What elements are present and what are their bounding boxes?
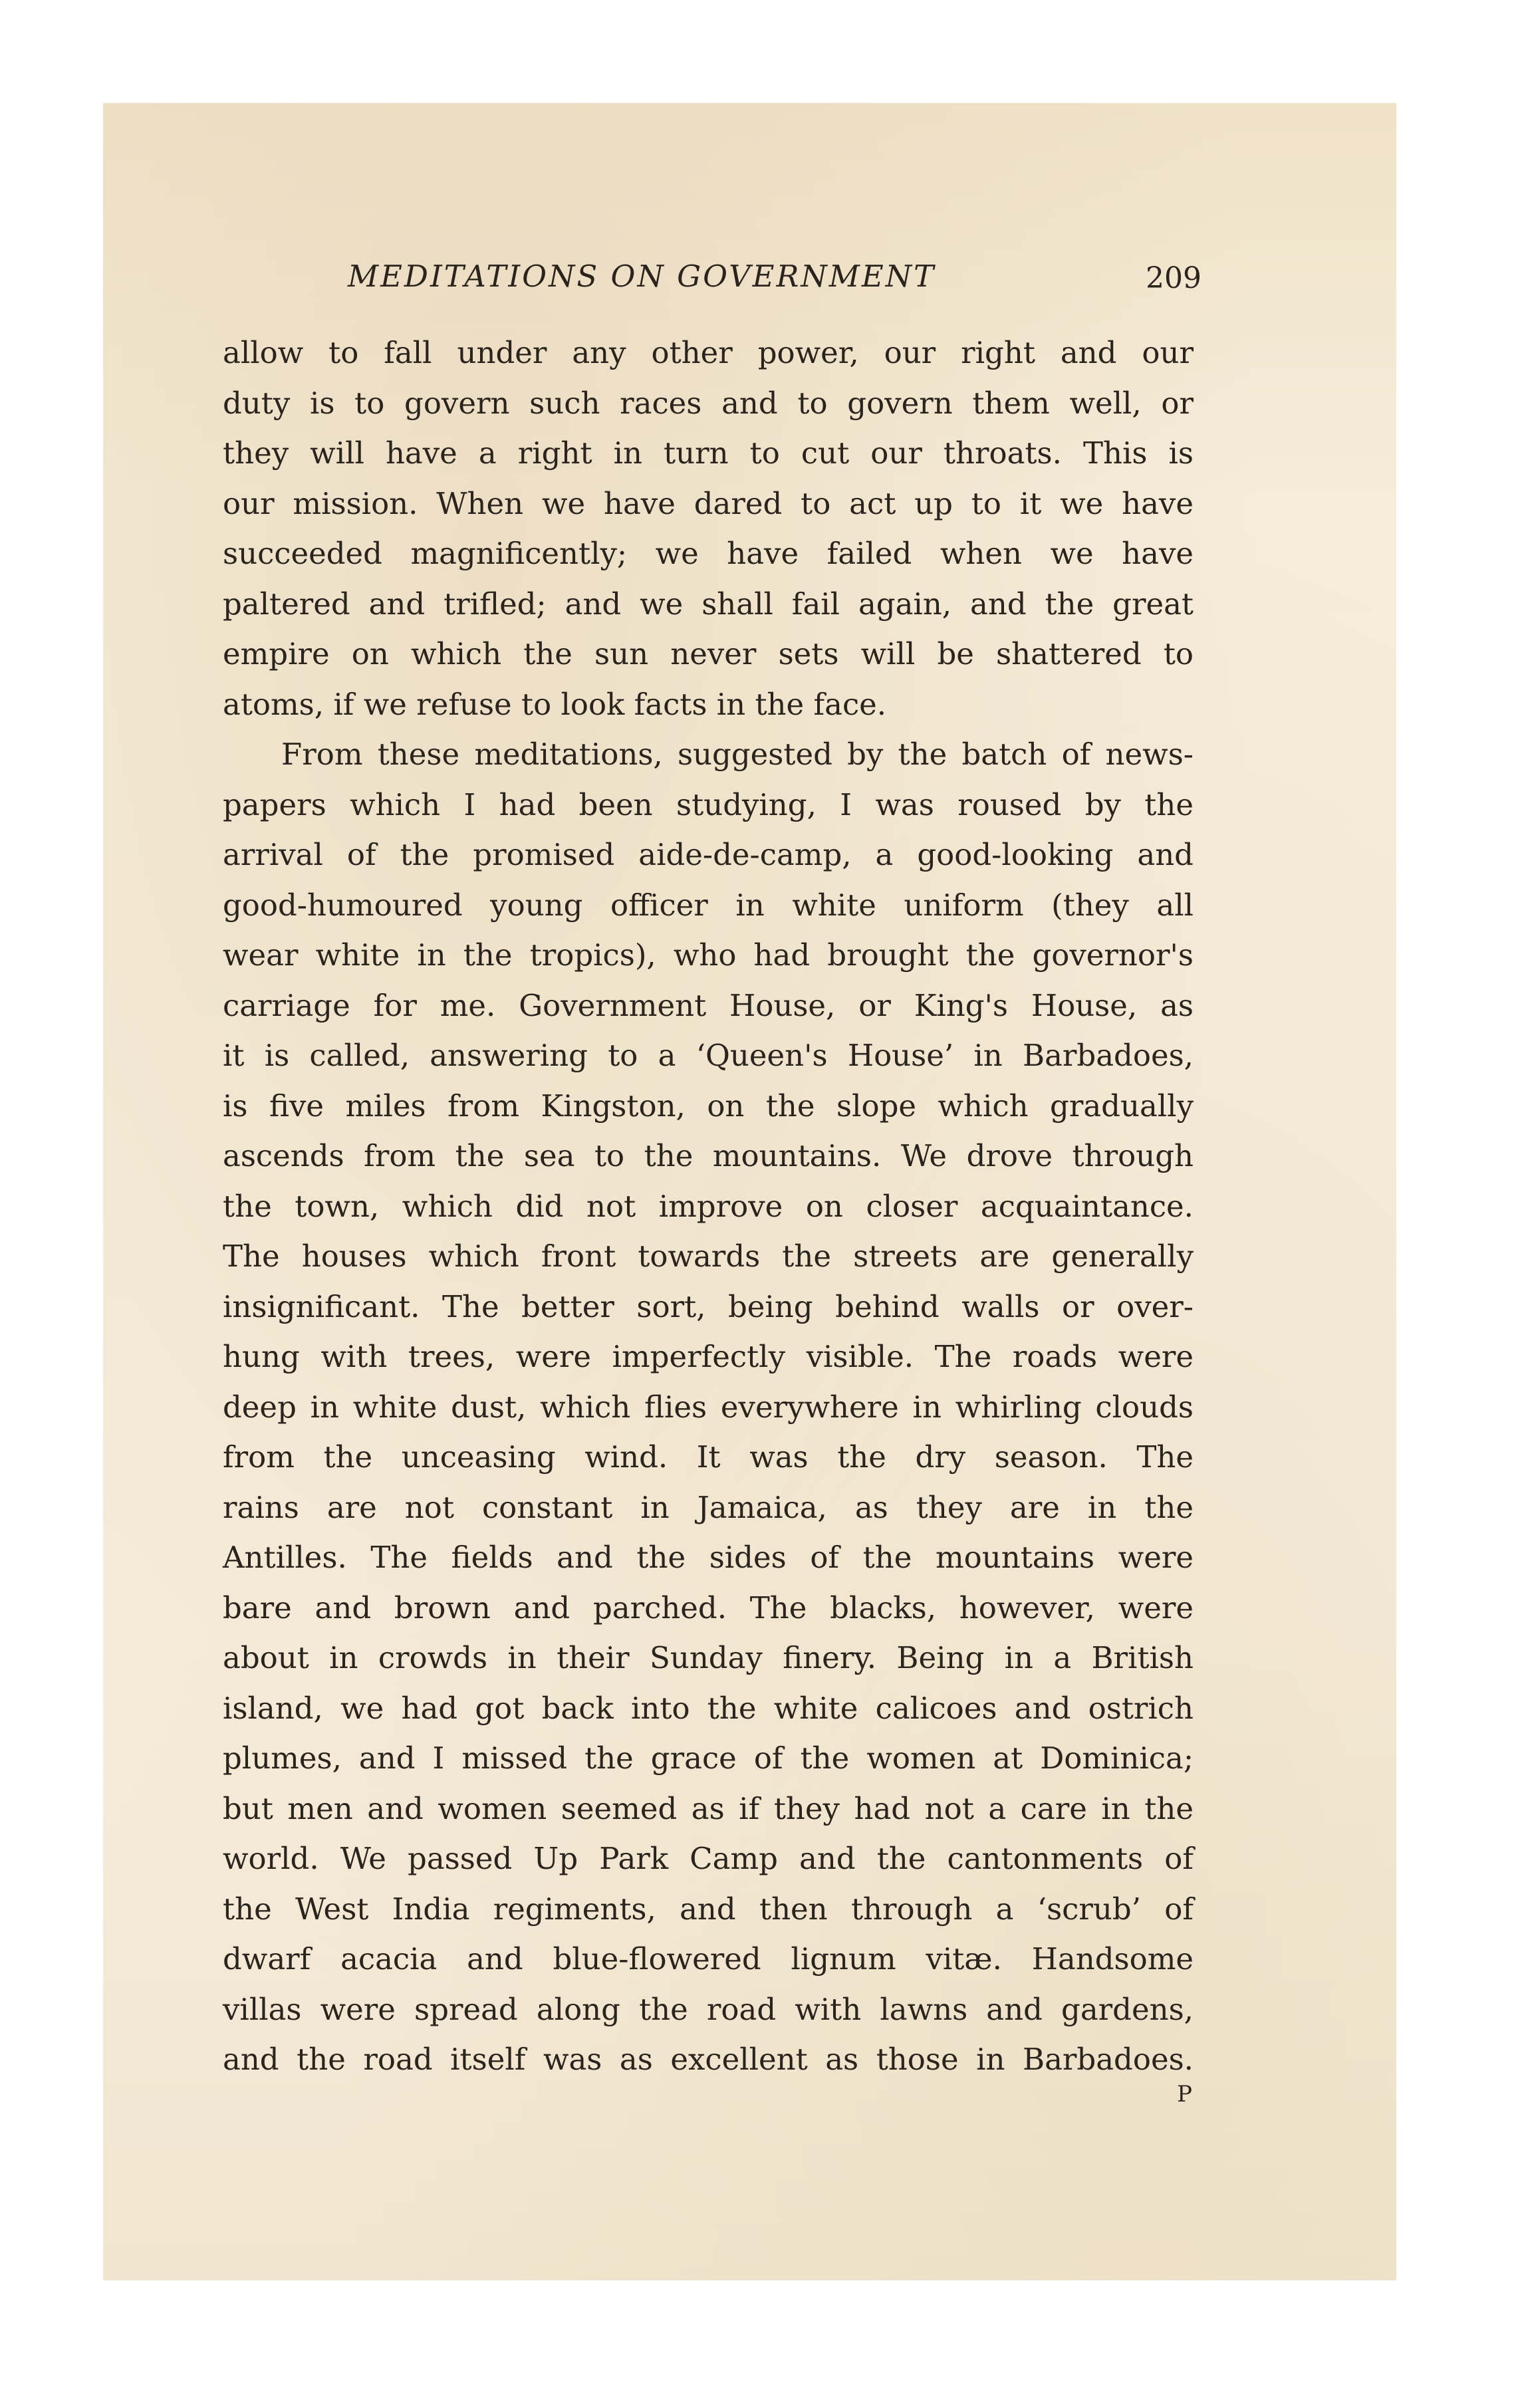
text-line: paltered and trifled; and we shall fail again, and the great xyxy=(223,586,1194,622)
text-line: it is called, answering to a ‘Queen's House’ in Barbadoes, xyxy=(223,1038,1194,1073)
text-line: allow to fall under any other power, our right and our xyxy=(223,335,1194,370)
body-text xyxy=(223,328,1194,2085)
text-line: atoms, if we refuse to look facts in the face. xyxy=(223,686,887,722)
text-line: our mission. When we have dared to act up to it we have xyxy=(223,485,1194,521)
running-title: MEDITATIONS ON GOVERNMENT xyxy=(348,259,936,294)
running-head xyxy=(223,249,1202,296)
text-line: they will have a right in turn to cut our throats. This is xyxy=(223,435,1194,471)
text-line: and the road itself was as excellent as those in Barbadoes. xyxy=(223,2042,1194,2077)
text-line: but men and women seemed as if they had not a care in the xyxy=(223,1790,1194,1826)
page-number: 209 xyxy=(1146,261,1202,295)
text-line: about in crowds in their Sunday finery. Being in a British xyxy=(223,1640,1194,1675)
text-line: from the unceasing wind. It was the dry season. The xyxy=(223,1439,1194,1475)
text-line: The houses which front towards the streets are generally xyxy=(223,1239,1194,1274)
text-line: wear white in the tropics), who had brought the governor's xyxy=(223,937,1194,973)
text-line: dwarf acacia and blue-flowered lignum vitæ. Handsome xyxy=(223,1941,1194,1977)
text-line: papers which I had been studying, I was roused by the xyxy=(223,786,1194,822)
text-line: ascends from the sea to the mountains. We drove through xyxy=(223,1138,1194,1173)
text-line: duty is to govern such races and to govern them well, or xyxy=(223,385,1194,421)
text-line: From these meditations, suggested by the batch of news- xyxy=(281,737,1194,772)
text-line: world. We passed Up Park Camp and the cantonments of xyxy=(223,1841,1194,1876)
text-line: island, we had got back into the white calicoes and ostrich xyxy=(223,1690,1194,1726)
text-line: arrival of the promised aide-de-camp, a good-looking and xyxy=(223,837,1194,872)
text-line: is five miles from Kingston, on the slope which gradually xyxy=(223,1088,1194,1124)
page-text xyxy=(223,249,1202,2107)
text-line: deep in white dust, which flies everywhere in whirling clouds xyxy=(223,1389,1194,1425)
text-line: good-humoured young officer in white uniform (they all xyxy=(223,887,1194,923)
text-line: bare and brown and parched. The blacks, however, were xyxy=(223,1590,1194,1625)
text-line: villas were spread along the road with lawns and gardens, xyxy=(223,1991,1194,2027)
text-line: succeeded magnificently; we have failed when we have xyxy=(223,536,1194,571)
text-line: insignificant. The better sort, being behind walls or over- xyxy=(223,1288,1194,1324)
text-line: carriage for me. Government House, or King's House, as xyxy=(223,987,1194,1023)
text-line: Antilles. The fields and the sides of the mountains were xyxy=(223,1540,1194,1575)
text-line: the town, which did not improve on closer acquaintance. xyxy=(223,1188,1194,1224)
text-line: empire on which the sun never sets will be shattered to xyxy=(223,636,1194,671)
text-line: rains are not constant in Jamaica, as they are in the xyxy=(223,1489,1194,1525)
signature-mark: P xyxy=(1177,2081,1194,2107)
text-line: the West India regiments, and then through a ‘scrub’ of xyxy=(223,1891,1194,1927)
text-line: hung with trees, were imperfectly visible. The roads were xyxy=(223,1339,1194,1374)
text-line: plumes, and I missed the grace of the women at Dominica; xyxy=(223,1741,1194,1776)
